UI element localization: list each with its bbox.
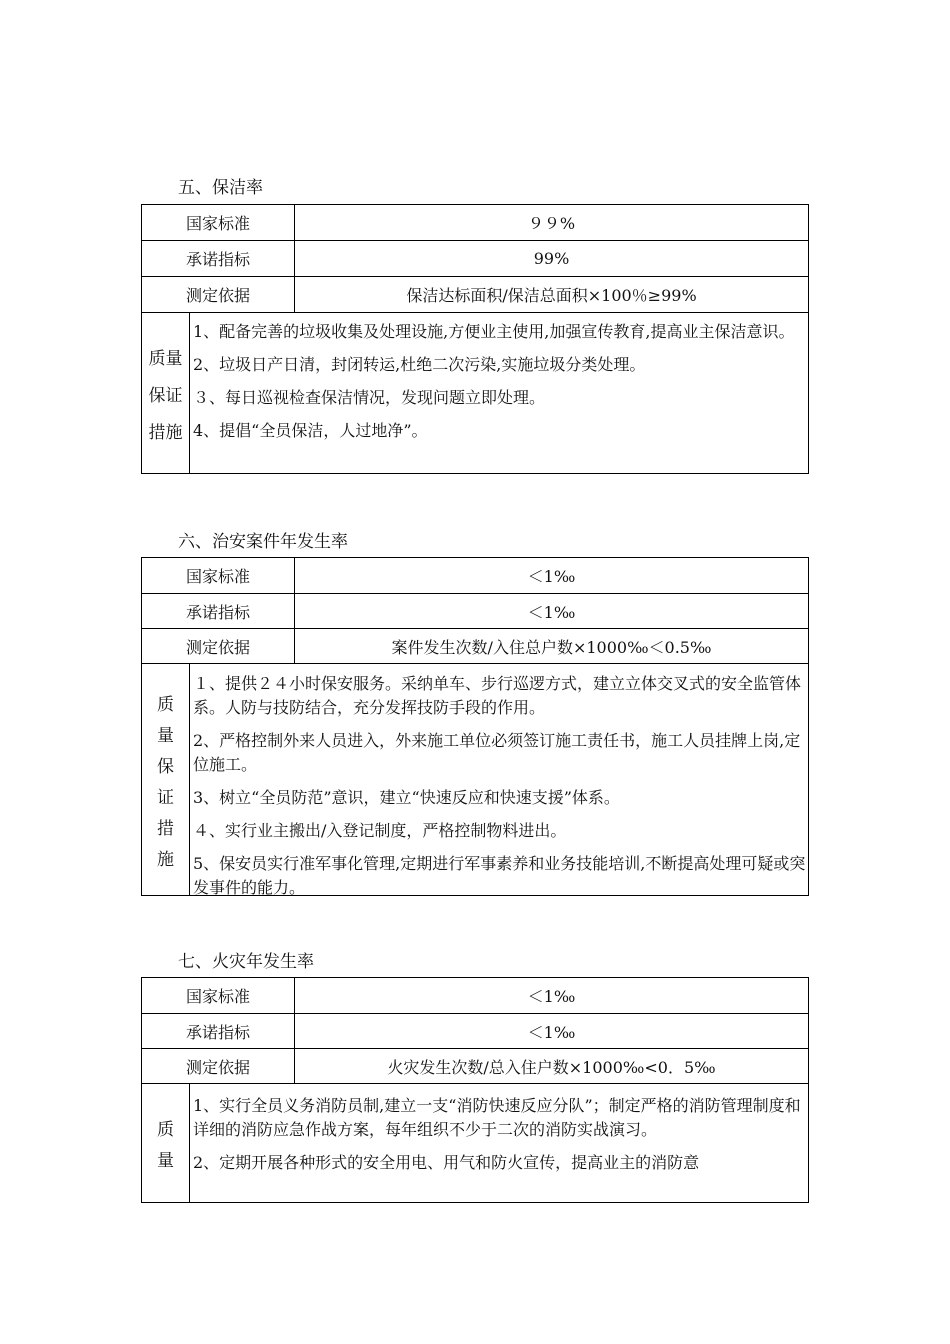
quality-measures-cell [142, 664, 809, 896]
measure-item: 2、严格控制外来人员进入，外来施工单位必须签订施工责任书，施工人员挂牌上岗,定位施工。 [193, 731, 801, 774]
measures-side-label [142, 664, 190, 895]
row-label: 国家标准 [142, 558, 295, 594]
measures-list [190, 313, 808, 473]
row-value: ＜1‰ [295, 978, 809, 1014]
quality-measures-cell [142, 313, 809, 474]
side-label-part: 量 [157, 725, 174, 746]
side-label-part: 质 [157, 1120, 174, 1140]
measures-side-label [142, 313, 190, 473]
row-label: 国家标准 [142, 205, 295, 241]
measure-item: ３、每日巡视检查保洁情况，发现问题立即处理。 [193, 388, 546, 407]
row-value: 保洁达标面积/保洁总面积×100％≥99% [295, 277, 809, 313]
side-label-part: 质量 [148, 348, 183, 369]
side-label-part: 量 [157, 1151, 174, 1171]
row-value: 火灾发生次数/总入住户数×1000‰<0．5‰ [295, 1049, 809, 1084]
measure-item: 1、配备完善的垃圾收集及处理设施,方便业主使用,加强宣传教育,提高业主保洁意识。 [193, 322, 795, 341]
row-value: 案件发生次数/入住总户数×1000‰＜0.5‰ [295, 629, 809, 664]
row-label: 承诺指标 [142, 594, 295, 629]
row-value: ＜1‰ [295, 594, 809, 629]
quality-measures-cell [142, 1084, 809, 1203]
side-label-part: 保 [157, 756, 174, 777]
side-label-part: 证 [157, 787, 174, 808]
measure-item: 5、保安员实行准军事化管理,定期进行军事素养和业务技能培训,不断提高处理可疑或突发事件的能力。 [193, 854, 806, 897]
section-title: 六、治安案件年发生率 [178, 532, 348, 552]
row-value: ９９% [295, 205, 809, 241]
side-label-part: 质 [157, 694, 174, 715]
measure-item: 1、实行全员义务消防员制,建立一支“消防快速反应分队”；制定严格的消防管理制度和详细的消防应急作战方案，每年组织不少于二次的消防实战演习。 [193, 1096, 801, 1139]
measures-list [190, 664, 808, 895]
section-title: 七、火灾年发生率 [178, 952, 314, 972]
row-label: 测定依据 [142, 629, 295, 664]
section-title: 五、保洁率 [178, 178, 263, 198]
measures-side-label [142, 1084, 190, 1202]
standards-table [141, 557, 809, 896]
side-label-part: 施 [157, 849, 174, 870]
measures-list [190, 1084, 808, 1202]
measure-item: １、提供２４小时保安服务。采纳单车、步行巡逻方式，建立立体交叉式的安全监管体系。人防与技防结合，充分发挥技防手段的作用。 [193, 674, 802, 717]
row-label: 国家标准 [142, 978, 295, 1014]
side-label-part: 措施 [148, 422, 183, 443]
row-label: 测定依据 [142, 277, 295, 313]
row-value: ＜1‰ [295, 558, 809, 594]
measure-item: ４、实行业主搬出/入登记制度，严格控制物料进出。 [193, 821, 567, 840]
measure-item: 2、定期开展各种形式的安全用电、用气和防火宣传，提高业主的消防意 [193, 1153, 700, 1172]
row-label: 承诺指标 [142, 1014, 295, 1049]
row-label: 承诺指标 [142, 241, 295, 277]
row-label: 测定依据 [142, 1049, 295, 1084]
measure-item: 4、提倡“全员保洁，人过地净”。 [193, 421, 428, 440]
measure-item: 3、树立“全员防范”意识，建立“快速反应和快速支援”体系。 [193, 788, 620, 807]
measure-item: 2、垃圾日产日清，封闭转运,杜绝二次污染,实施垃圾分类处理。 [193, 355, 646, 374]
row-value: 99% [295, 241, 809, 277]
side-label-part: 措 [157, 818, 174, 839]
standards-table [141, 204, 809, 474]
row-value: ＜1‰ [295, 1014, 809, 1049]
standards-table [141, 977, 809, 1203]
side-label-part: 保证 [148, 385, 183, 406]
